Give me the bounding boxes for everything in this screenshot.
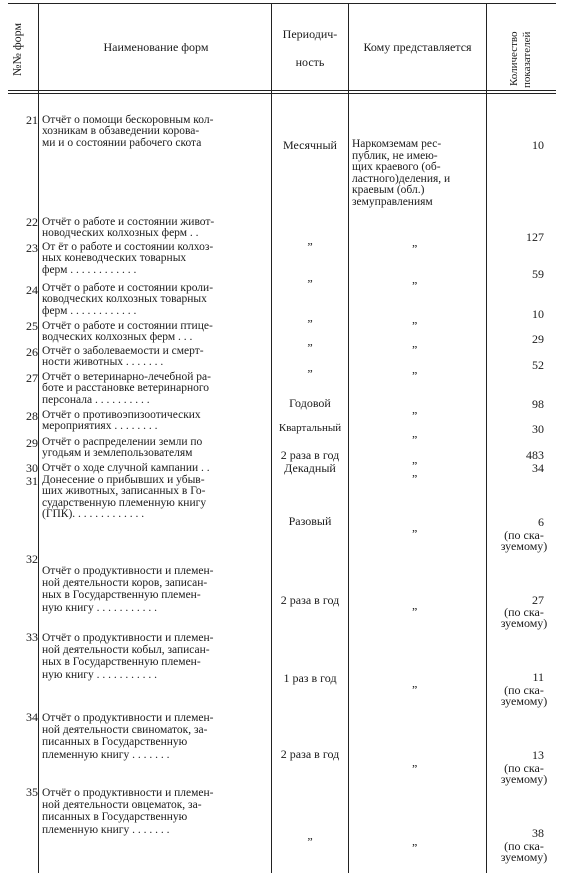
row-to-whom: „ <box>412 336 418 350</box>
col-divider-3 <box>348 3 349 873</box>
row-count-note: (по ска- зуемому) <box>500 605 548 630</box>
row-number: 22 <box>26 215 38 229</box>
row-count: 30 <box>532 422 544 436</box>
row-to-whom: „ <box>412 465 418 479</box>
row-count-note: (по ска- зуемому) <box>500 761 548 786</box>
row-count: 59 <box>532 267 544 281</box>
header-to-whom: Кому представляется <box>363 40 472 54</box>
row-number: 34 <box>26 710 38 724</box>
row-number: 33 <box>26 630 38 644</box>
row-count-note: (по ска- зуемому) <box>500 528 548 553</box>
row-number: 30 <box>26 461 38 475</box>
row-count-note: (по ска- зуемому) <box>500 683 548 708</box>
row-count: 10 <box>532 307 544 321</box>
row-period: Квартальный <box>278 422 342 434</box>
header-bottom-rule <box>8 90 556 91</box>
row-count: 13 <box>532 748 544 762</box>
row-period: „ <box>307 828 313 842</box>
row-name: Отчёт о продуктивности и племен- ной деятельности овцематок, за- писанных в Государственную племенную книгу . . . . . . . <box>42 787 214 836</box>
row-name: Донесение о прибывших и убыв- ших животных, записанных в Го- сударственную племенную книгу (ГПК). . . . . . . . . . . . . <box>42 474 207 521</box>
row-to-whom: „ <box>412 520 418 534</box>
row-period: Декадный <box>284 461 336 475</box>
row-to-whom: „ <box>412 235 418 249</box>
row-count: 38 <box>532 826 544 840</box>
row-count-note: (по ска- зуемому) <box>500 839 548 864</box>
header-bottom-rule-2 <box>8 93 556 94</box>
row-period: „ <box>307 233 313 247</box>
row-name: Отчёт о помощи бескоровным кол- хозникам в обзаведении корова- ми и о состоянии рабочего скота <box>42 114 214 149</box>
row-number: 27 <box>26 371 38 385</box>
row-to-whom: „ <box>412 402 418 416</box>
header-period-2: ность <box>295 55 325 69</box>
row-to-whom: „ <box>412 598 418 612</box>
table-top-rule <box>8 3 556 4</box>
row-to-whom: „ <box>412 452 418 466</box>
row-period: 2 раза в год <box>280 747 340 761</box>
row-count: 52 <box>532 358 544 372</box>
col-divider-1 <box>38 3 39 873</box>
row-period: 1 раз в год <box>283 671 337 685</box>
row-count: 34 <box>532 461 544 475</box>
row-period: Годовой <box>289 396 331 410</box>
row-name: Отчёт о ветеринарно-лечебной ра- боте и расстановке ветеринарного персонала . . . . . . . . . . <box>42 371 211 406</box>
row-number: 25 <box>26 319 38 333</box>
row-period: Разовый <box>288 514 332 528</box>
row-count: 10 <box>532 138 544 152</box>
row-to-whom: „ <box>412 834 418 848</box>
row-number: 24 <box>26 283 38 297</box>
row-number: 31 <box>26 474 38 488</box>
row-period: „ <box>307 270 313 284</box>
row-name: Отчёт о продуктивности и племен- ной деятельности свиноматок, за- писанных в Государственную племенную книгу . . . . . . . <box>42 712 214 761</box>
row-number: 21 <box>26 113 38 127</box>
row-name: Отчёт о продуктивности и племен- ной деятельности коров, записан- ных в Государственную племен- ную книгу . . . . . . . . . . . <box>42 565 214 614</box>
row-to-whom: „ <box>412 426 418 440</box>
row-to-whom: Наркомземам рес- публик, не имею- щих краевого (об- ластного)деления, и краевым (обл.) земуправлениям <box>352 138 451 208</box>
row-count: 483 <box>526 448 544 462</box>
row-number: 28 <box>26 409 38 423</box>
row-name: Отчёт о работе и состоянии птице- водческих колхозных ферм . . . <box>42 320 213 344</box>
row-count: 6 <box>538 515 544 529</box>
row-name: Отчёт о заболеваемости и смерт- ности животных . . . . . . . <box>42 345 204 369</box>
row-to-whom: „ <box>412 676 418 690</box>
header-period-1: Периодич- <box>282 27 338 41</box>
header-count-2: показателей <box>521 31 533 88</box>
row-number: 32 <box>26 552 38 566</box>
row-period: 2 раза в год <box>280 593 340 607</box>
row-to-whom: „ <box>412 312 418 326</box>
row-number: 35 <box>26 785 38 799</box>
header-name: Наименование форм <box>103 40 209 54</box>
col-divider-4 <box>486 3 487 873</box>
row-to-whom: „ <box>412 362 418 376</box>
row-to-whom: „ <box>412 755 418 769</box>
row-count: 127 <box>526 230 544 244</box>
row-name: Отчёт о распределении земли по угодьям и землепользователям <box>42 436 203 460</box>
row-count: 27 <box>532 593 544 607</box>
row-count: 98 <box>532 397 544 411</box>
row-period: 2 раза в год <box>280 448 340 462</box>
header-number: №№ форм <box>10 22 24 76</box>
row-name: Отчёт о работе и состоянии кроли- ководческих колхозных товарных ферм . . . . . . . . . . . . <box>42 282 214 317</box>
row-number: 29 <box>26 436 38 450</box>
row-name: Отчёт о продуктивности и племен- ной деятельности кобыл, записан- ных в Государственную племен- ную книгу . . . . . . . . . . . <box>42 632 214 681</box>
row-to-whom: „ <box>412 272 418 286</box>
row-period: „ <box>307 334 313 348</box>
row-number: 26 <box>26 345 38 359</box>
row-period: Месячный <box>283 138 337 152</box>
row-name: Отчёт о противоэпизоотических мероприятиях . . . . . . . . <box>42 409 201 433</box>
col-divider-2 <box>271 3 272 873</box>
row-number: 23 <box>26 241 38 255</box>
row-name: Отчёт о ходе случной кампании . . <box>42 462 210 474</box>
row-count: 29 <box>532 332 544 346</box>
header-count-1: Количество <box>508 31 520 86</box>
row-name: От ёт о работе и состоянии колхоз- ных коневодческих товарных ферм . . . . . . . . . . . . <box>42 241 214 276</box>
row-count: 11 <box>532 670 544 684</box>
row-period: „ <box>307 360 313 374</box>
row-name: Отчёт о работе и состоянии живот- новодческих колхозных ферм . . <box>42 216 215 240</box>
row-period: „ <box>307 310 313 324</box>
